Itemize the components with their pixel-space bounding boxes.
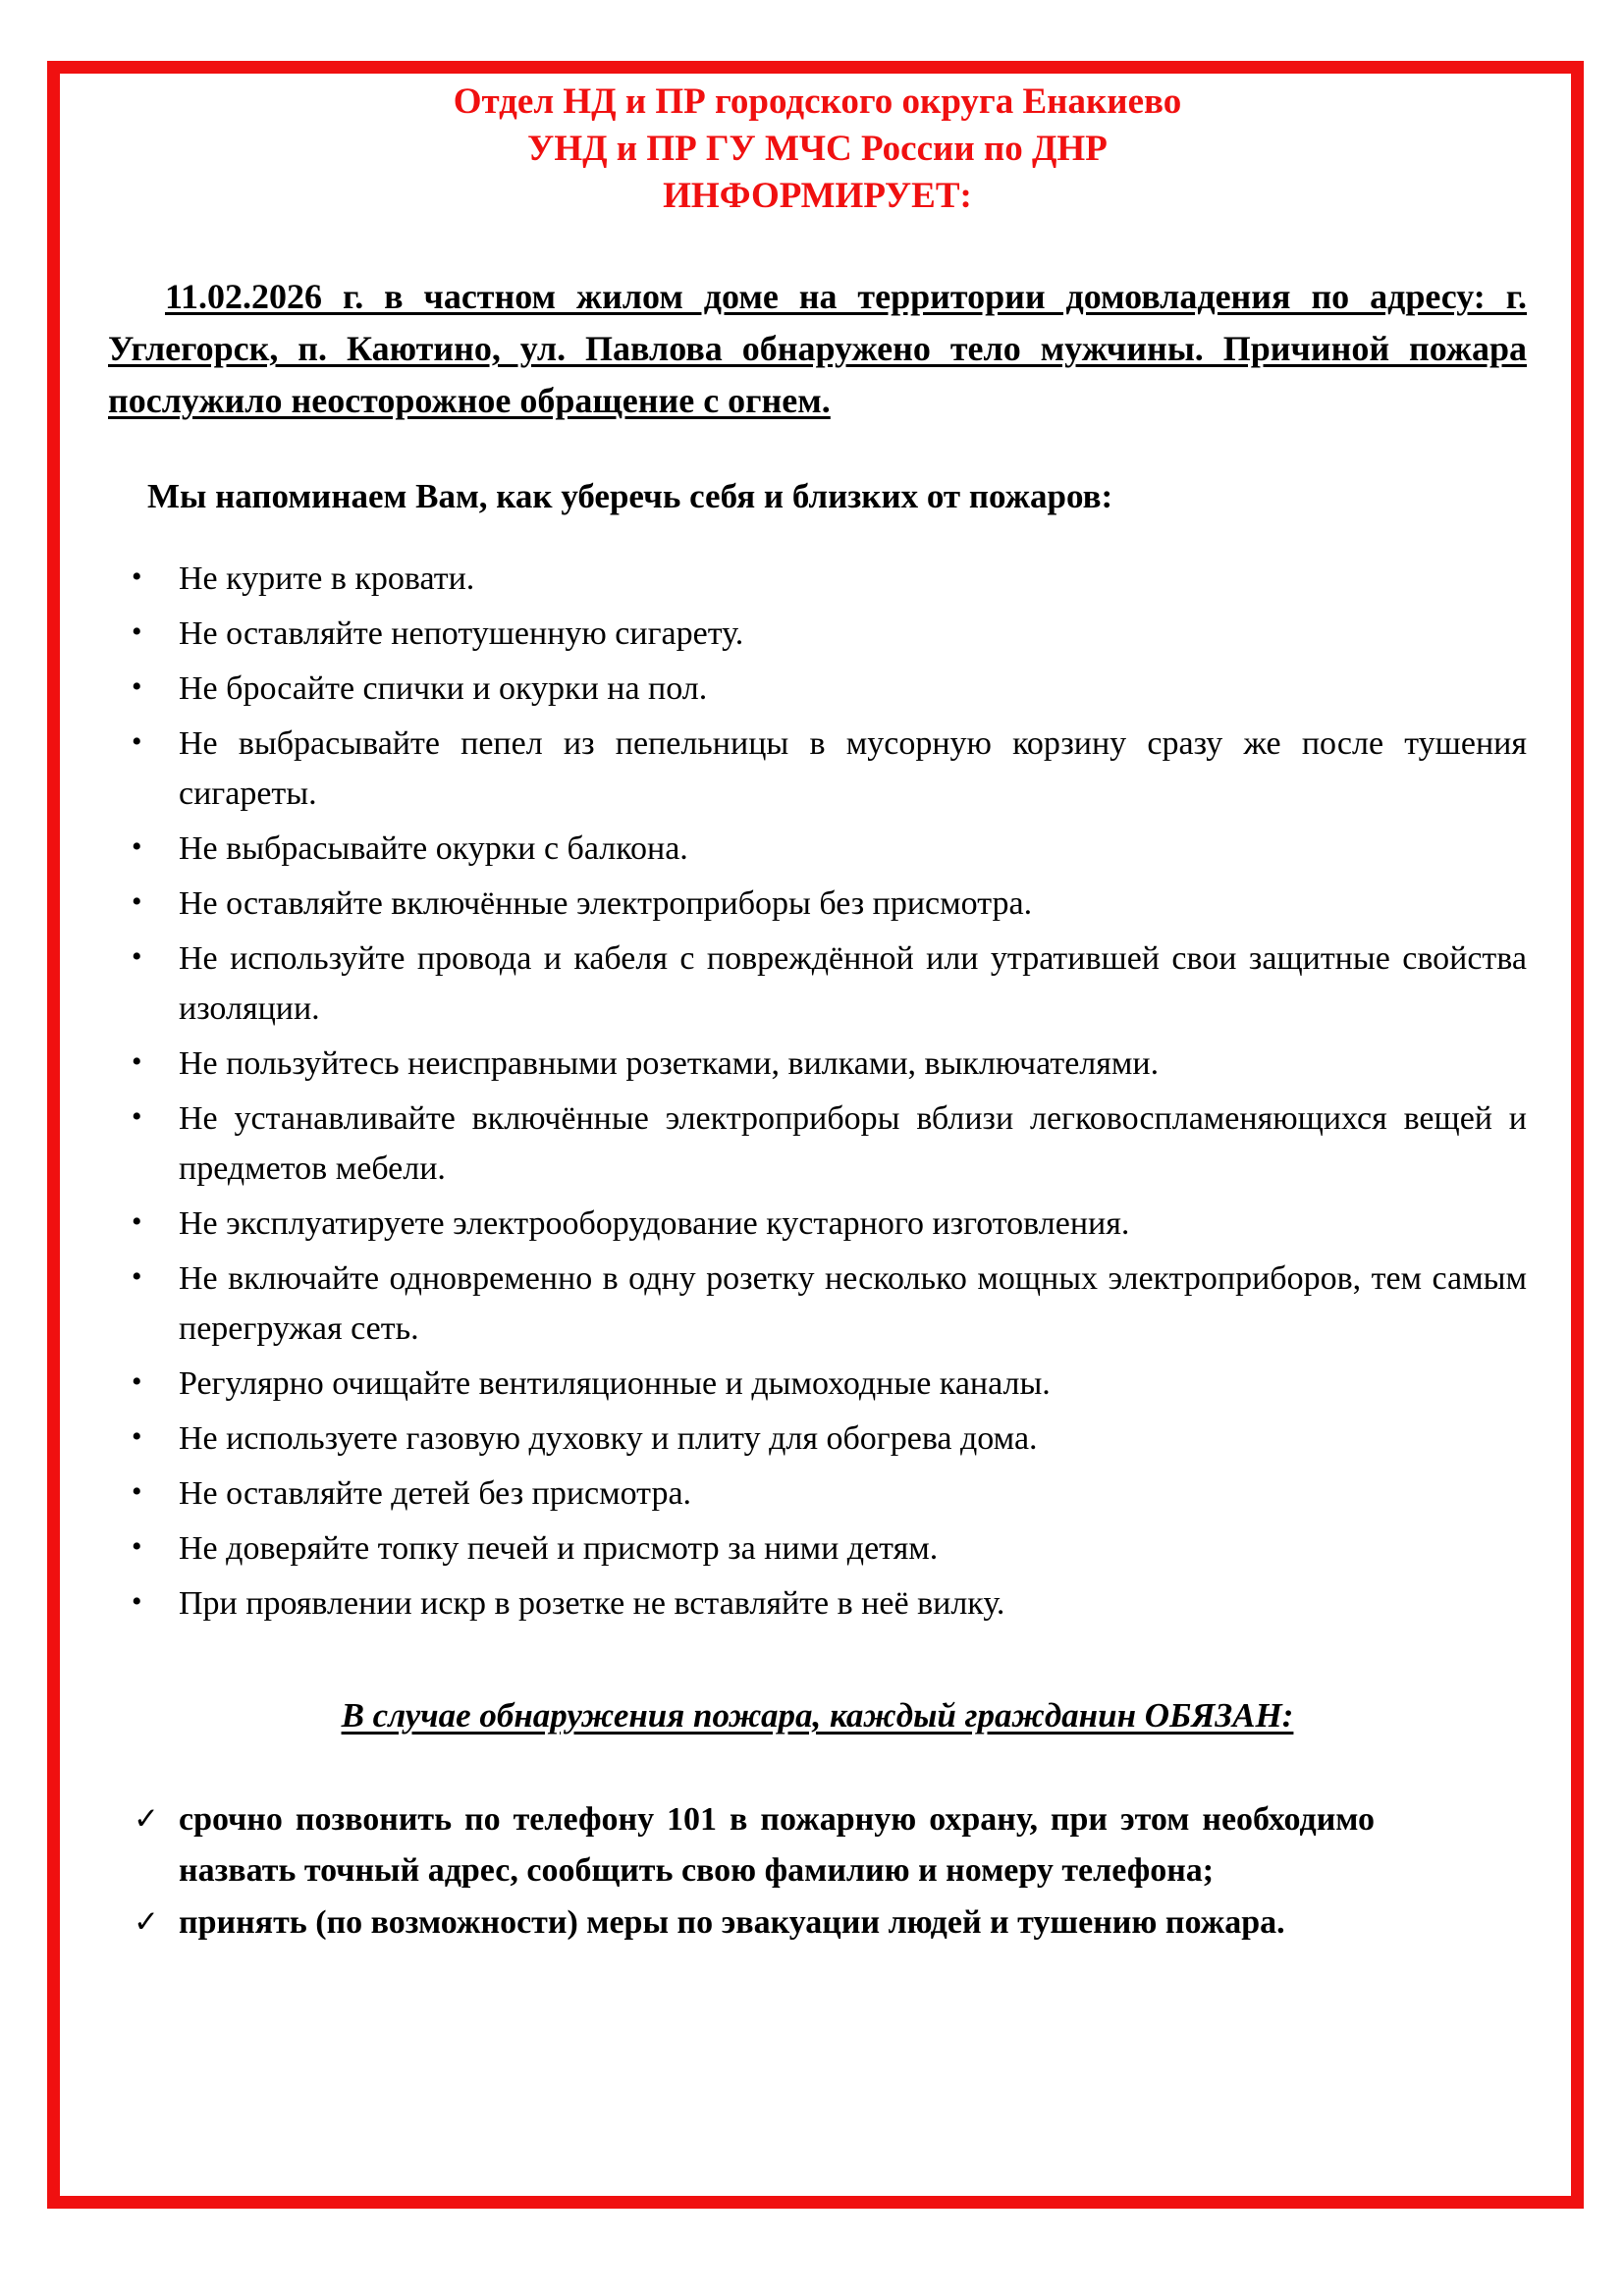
bullet-dot-icon: • [132, 1474, 142, 1508]
list-item-text: Не выбрасывайте пепел из пепельницы в мусорную корзину сразу же после тушения сигареты. [179, 724, 1527, 812]
list-item-text: Не включайте одновременно в одну розетку несколько мощных электроприборов, тем самым перегружая сеть. [179, 1259, 1527, 1347]
reminder-heading: Мы напоминаем Вам, как уберечь себя и близких от пожаров: [147, 477, 1113, 515]
list-item-text: срочно позвонить по телефону 101 в пожарную охрану, при этом необходимо назвать точный адрес, сообщить свою фамилию и номеру телефона; [179, 1801, 1375, 1889]
bullet-dot-icon: • [132, 1584, 142, 1618]
list-item [108, 1199, 1527, 1249]
list-item [108, 1794, 1375, 1896]
bullet-dot-icon: • [132, 1259, 142, 1293]
list-item [108, 1094, 1527, 1194]
bullet-dot-icon: • [132, 560, 142, 593]
bullet-dot-icon: • [132, 1364, 142, 1398]
list-item-text: Не бросайте спички и окурки на пол. [179, 669, 708, 707]
list-item-text: Не используете газовую духовку и плиту для обогрева дома. [179, 1419, 1038, 1457]
bullet-dot-icon: • [132, 724, 142, 758]
list-item [108, 1897, 1375, 1949]
list-item-text: Не оставляйте включённые электроприборы без присмотра. [179, 884, 1033, 922]
document-header [108, 79, 1527, 220]
list-item [108, 1254, 1527, 1354]
list-item-text: Не устанавливайте включённые электроприборы вблизи легковоспламеняющихся вещей и предметов мебели. [179, 1099, 1527, 1187]
checkmark-icon: ✓ [134, 1904, 159, 1940]
document-content [108, 79, 1527, 1949]
bullet-dot-icon: • [132, 1099, 142, 1133]
list-item [108, 1039, 1527, 1089]
list-item-text: Не используйте провода и кабеля с повреждённой или утратившей свои защитные свойства изоляции. [179, 939, 1527, 1027]
list-item [108, 609, 1527, 659]
header-line-2: УНД и ПР ГУ МЧС России по ДНР [527, 129, 1108, 170]
checkmark-icon: ✓ [134, 1801, 159, 1836]
list-item-text: Не пользуйтесь неисправными розетками, вилками, выключателями. [179, 1044, 1160, 1082]
fire-safety-bullet-list [108, 554, 1527, 1629]
bullet-dot-icon: • [132, 1204, 142, 1238]
obligation-heading: В случае обнаружения пожара, каждый гражданин ОБЯЗАН: [341, 1695, 1294, 1735]
list-item [108, 824, 1527, 874]
list-item-text: Не эксплуатируете электрооборудование кустарного изготовления. [179, 1204, 1130, 1242]
list-item [108, 719, 1527, 819]
list-item [108, 1414, 1527, 1464]
bullet-dot-icon: • [132, 1419, 142, 1453]
list-item [108, 554, 1527, 604]
list-item [108, 1523, 1527, 1574]
obligation-check-list [108, 1794, 1375, 1949]
header-line-1: Отдел НД и ПР городского округа Енакиево [453, 81, 1182, 122]
list-item-text: Не выбрасывайте окурки с балкона. [179, 829, 688, 867]
incident-paragraph: 11.02.2026 г. в частном жилом доме на территории домовладения по адресу: г. Углегорск, п. Каютино, ул. Павлова обнаружено тело мужчины. Причиной пожара послужило неосторожное обращение с огнем. [108, 277, 1527, 421]
bullet-dot-icon: • [132, 939, 142, 973]
list-item-text: Не оставляйте непотушенную сигарету. [179, 614, 744, 652]
list-item-text: При проявлении искр в розетке не вставляйте в неё вилку. [179, 1584, 1005, 1622]
list-item [108, 1578, 1527, 1629]
header-line-3: ИНФОРМИРУЕТ: [663, 176, 972, 217]
list-item [108, 1359, 1527, 1409]
list-item-text: Не оставляйте детей без присмотра. [179, 1474, 692, 1512]
list-item [108, 1468, 1527, 1519]
bullet-dot-icon: • [132, 829, 142, 863]
list-item-text: принять (по возможности) меры по эвакуации людей и тушению пожара. [179, 1904, 1285, 1942]
list-item [108, 934, 1527, 1034]
bullet-dot-icon: • [132, 1044, 142, 1078]
list-item [108, 879, 1527, 929]
bullet-dot-icon: • [132, 669, 142, 703]
list-item-text: Не курите в кровати. [179, 560, 475, 597]
bullet-dot-icon: • [132, 614, 142, 648]
list-item [108, 664, 1527, 714]
list-item-text: Регулярно очищайте вентиляционные и дымоходные каналы. [179, 1364, 1051, 1402]
list-item-text: Не доверяйте топку печей и присмотр за ними детям. [179, 1529, 939, 1567]
bullet-dot-icon: • [132, 1529, 142, 1563]
bullet-dot-icon: • [132, 884, 142, 918]
